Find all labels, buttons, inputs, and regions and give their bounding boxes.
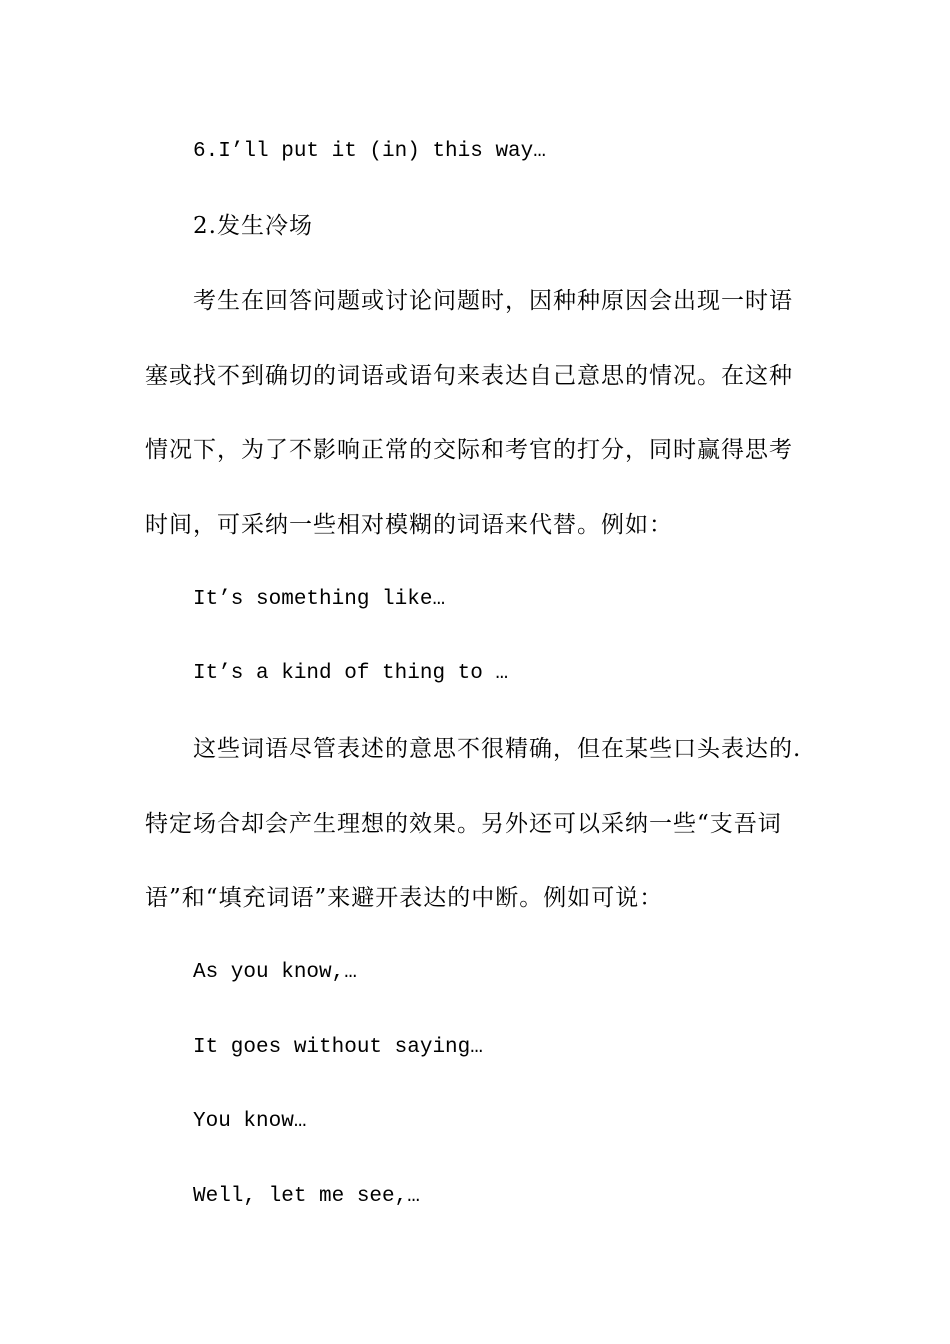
paragraph-line: 情况下，为了不影响正常的交际和考官的打分，同时赢得思考	[145, 437, 793, 463]
example-phrase: It’s something like…	[193, 588, 446, 611]
example-phrase: It’s a kind of thing to …	[193, 662, 509, 685]
paragraph-line: 考生在回答问题或讨论问题时，因种种原因会出现一时语	[193, 288, 793, 314]
paragraph-line: 时间，可采纳一些相对模糊的词语来代替。例如：	[145, 512, 673, 538]
example-phrase: You know…	[193, 1110, 307, 1133]
paragraph-line: 这些词语尽管表述的意思不很精确，但在某些口头表达的.	[193, 736, 802, 762]
phrase-line-6: 6.I’ll put it (in) this way…	[193, 140, 546, 163]
example-phrase: Well, let me see,…	[193, 1185, 420, 1208]
example-phrase: It goes without saying…	[193, 1036, 483, 1059]
section-heading: 2.发生冷场	[193, 213, 313, 239]
paragraph-line: 塞或找不到确切的词语或语句来表达自己意思的情况。在这种	[145, 363, 793, 389]
example-phrase: As you know,…	[193, 961, 357, 984]
paragraph-line: 特定场合却会产生理想的效果。另外还可以采纳一些“支吾词	[145, 811, 782, 837]
paragraph-line: 语”和“填充词语”来避开表达的中断。例如可说：	[145, 885, 664, 911]
